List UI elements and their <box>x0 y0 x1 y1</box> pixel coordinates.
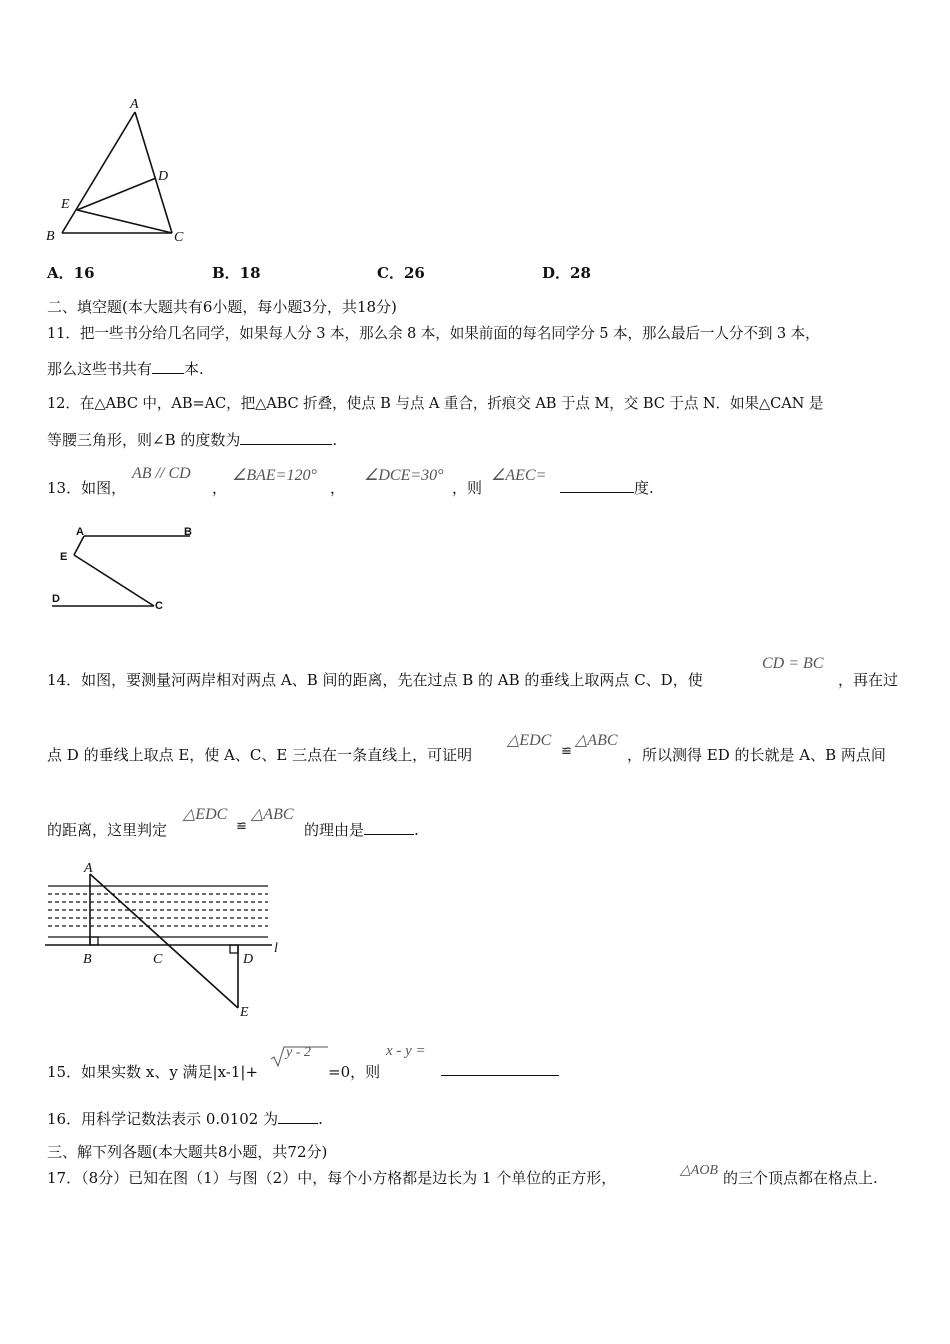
figure-parallel-lines <box>44 520 204 615</box>
option-d[interactable]: D．28 <box>542 264 591 282</box>
q14-reason-text: 的理由是 <box>304 821 365 839</box>
q14-math-abc-2: △ABC <box>251 806 294 823</box>
question-16 <box>47 1108 323 1129</box>
fig13-label-a: A <box>76 526 84 538</box>
section-2-title: 二、填空题(本大题共有6小题，每小题3分，共18分) <box>47 298 397 316</box>
q13-answer-line <box>560 477 654 498</box>
fig14-label-d: D <box>243 952 254 967</box>
figure-river-measure <box>40 856 290 1026</box>
question-17-b: 的三个顶点都在格点上. <box>723 1169 878 1187</box>
answer-blank-12[interactable] <box>240 430 332 445</box>
question-11-line1: 11．把一些书分给几名同学，如果每人分 3 本，那么余 8 本，如果前面的每名同学分 5 本，那么最后一人分不到 3 本， <box>47 325 820 342</box>
answer-blank-15[interactable] <box>441 1061 559 1076</box>
fig10-label-c: C <box>174 230 184 245</box>
fig10-label-b: B <box>46 229 55 244</box>
question-17-a: 17．（8分）已知在图（1）与图（2）中，每个小方格都是边长为 1 个单位的正方形， <box>47 1169 617 1187</box>
section-3-title: 三、解下列各题(本大题共8小题，共72分) <box>47 1143 328 1161</box>
q14-end: . <box>414 821 419 839</box>
q14-math-edc-2: △EDC <box>183 806 228 823</box>
fig13-label-e: E <box>60 551 68 563</box>
fig13-label-c: C <box>155 600 163 612</box>
q15-sqrt-content: y - 2 <box>286 1045 311 1060</box>
fig14-label-e: E <box>240 1005 249 1020</box>
question-14-line3-end <box>304 819 419 840</box>
question-15-b: =0，则 <box>328 1063 381 1081</box>
q17-math-aob: △AOB <box>680 1163 718 1178</box>
question-14-line1: 14．如图，要测量河两岸相对两点 A、B 间的距离，先在过点 B 的 AB 的垂线上取两点 C、D，使 <box>47 671 703 689</box>
q13-math-angle-bae: ∠BAE=120° <box>232 467 317 484</box>
question-12-line2 <box>47 429 337 450</box>
q16-end: . <box>318 1110 323 1128</box>
q14-math-abc-1: △ABC <box>575 732 618 749</box>
question-12-end: . <box>332 431 338 449</box>
q15-answer-line <box>441 1061 559 1080</box>
fig14-label-a: A <box>84 861 93 876</box>
q13-math-angle-aec: ∠AEC= <box>491 467 547 484</box>
option-c[interactable]: C．26 <box>377 264 425 282</box>
answer-blank-14[interactable] <box>364 820 414 835</box>
question-14-line1-end: ，再在过 <box>838 671 899 689</box>
fig14-label-l: l <box>274 941 278 956</box>
question-14-line2-end: ，所以测得 ED 的长就是 A、B 两点间 <box>627 746 886 764</box>
fig13-label-b: B <box>184 526 192 538</box>
question-12-text: 等腰三角形，则∠B 的度数为 <box>47 431 241 449</box>
fig14-label-b: B <box>83 952 92 967</box>
q14-congruent-1: ≌ <box>561 744 572 759</box>
question-11-line2 <box>47 358 204 379</box>
answer-blank-16[interactable] <box>278 1109 318 1124</box>
q13-math-angle-dce: ∠DCE=30° <box>364 467 444 484</box>
question-13-prefix: 13．如图， <box>47 479 127 497</box>
q13-math-parallel: AB // CD <box>132 465 191 482</box>
question-14-line2: 点 D 的垂线上取点 E，使 A、C、E 三点在一条直线上，可证明 <box>47 746 473 764</box>
fig13-label-d: D <box>52 593 60 605</box>
question-15-a: 15．如果实数 x、y 满足|x-1|+ <box>47 1063 259 1081</box>
answer-blank-11[interactable] <box>152 359 184 374</box>
q14-congruent-2: ≌ <box>236 819 247 834</box>
question-11-unit: 本. <box>184 360 204 378</box>
q13-comma-1: ， <box>212 479 228 497</box>
option-b[interactable]: B．18 <box>212 264 261 282</box>
answer-blank-13[interactable] <box>560 478 634 493</box>
q16-text: 16．用科学记数法表示 0.0102 为 <box>47 1110 279 1128</box>
q13-unit: 度. <box>634 479 654 497</box>
q13-comma-2: ， <box>330 479 346 497</box>
question-11 <box>47 322 907 343</box>
question-14-line3: 的距离，这里判定 <box>47 821 168 839</box>
question-11-text: 那么这些书共有 <box>47 360 153 378</box>
fig14-label-c: C <box>153 952 163 967</box>
q14-math-cd-bc: CD = BC <box>762 655 824 672</box>
q13-then: ，则 <box>452 479 483 497</box>
q14-math-edc-1: △EDC <box>507 732 552 749</box>
fig10-label-e: E <box>61 197 70 212</box>
fig10-label-a: A <box>130 97 139 112</box>
figure-triangle-abc <box>40 92 200 252</box>
option-a[interactable]: A．16 <box>47 264 95 282</box>
q15-math-x-minus-y: x - y = <box>386 1043 426 1059</box>
fig10-label-d: D <box>158 169 169 184</box>
question-12-line1: 12．在△ABC 中，AB=AC，把△ABC 折叠，使点 B 与点 A 重合，折痕交 AB 于点 M，交 BC 于点 N．如果△CAN 是 <box>47 395 824 412</box>
